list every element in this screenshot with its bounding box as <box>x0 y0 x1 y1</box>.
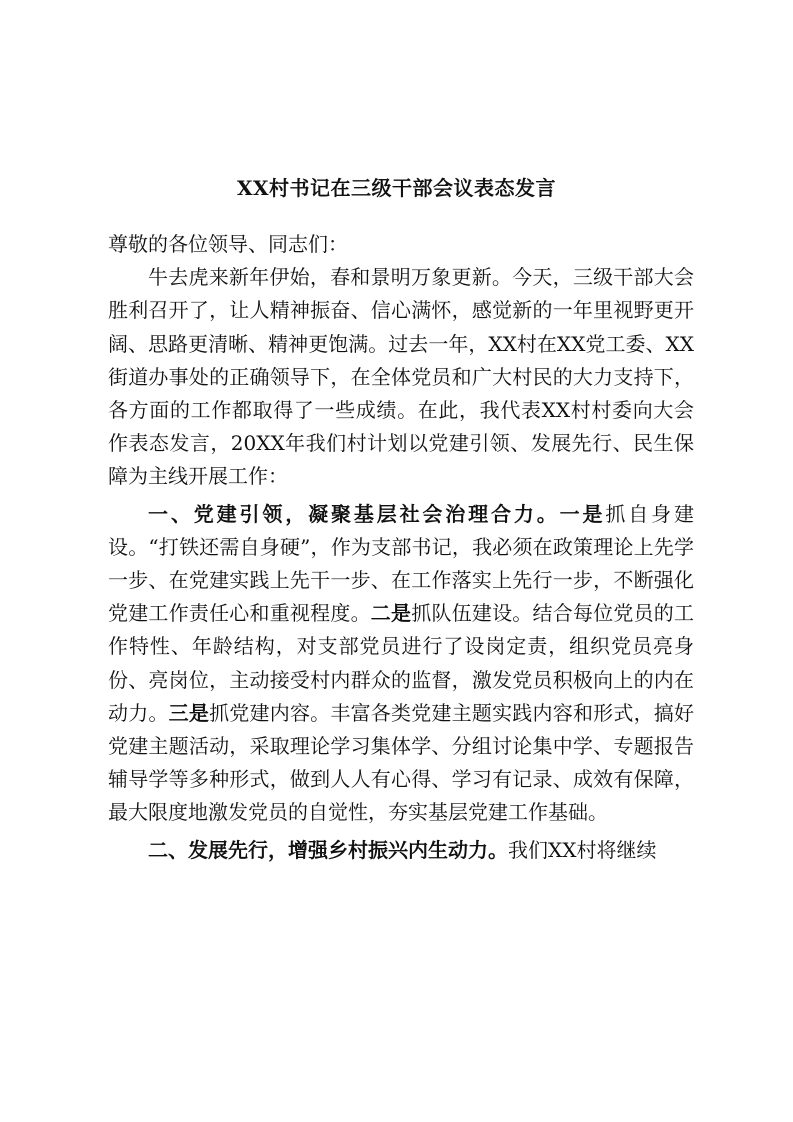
section-1-text-1: 抓自身建设。“打铁还需自身硬”，作为支部书记，我必须在政策理论上先学一步、在党建实践上先干一步、在工作落实上先行一步，不断强化党建工作责任心和重视程度。 <box>108 501 695 626</box>
section-1-marker-2: 二是 <box>370 601 412 626</box>
section-2-paragraph <box>108 834 694 867</box>
salutation: 尊敬的各位领导、同志们： <box>108 232 348 256</box>
section-1-marker-3: 三是 <box>168 700 210 725</box>
section-2-heading: 二、发展先行，增强乡村振兴内生动力。 <box>148 837 508 862</box>
section-1-text-3: 抓党建内容。丰富各类党建主题实践内容和形式，搞好党建主题活动，采取理论学习集体学、分组讨论集中学、专题报告辅导学等多种形式，做到人人有心得、学习有记录、成效有保障，最大限度地激发党员的自觉性，夯实基层党建工作基础。 <box>108 700 695 825</box>
section-1-heading: 一、党建引领，凝聚基层社会治理合力。 <box>148 501 560 526</box>
section-2-text: 我们XX村将继续 <box>508 837 657 862</box>
document-body <box>108 228 694 867</box>
section-1-marker-1: 一是 <box>559 501 606 526</box>
section-1-text-2: 抓队伍建设。结合每位党员的工作特性、年龄结构，对支部党员进行了设岗定责，组织党员亮身份、亮岗位，主动接受村内群众的监督，激发党员积极向上的内在动力。 <box>108 601 695 725</box>
document-title: XX村书记在三级干部会议表态发言 <box>236 176 557 200</box>
intro-paragraph: 牛去虎来新年伊始，春和景明万象更新。今天，三级干部大会胜利召开了，让人精神振奋、信心满怀，感觉新的一年里视野更开阔、思路更清晰、精神更饱满。过去一年，XX村在XX党工委、XX街道办事处的正确领导下，在全体党员和广大村民的大力支持下，各方面的工作都取得了一些成绩。在此，我代表XX村村委向大会作表态发言，20XX年我们村计划以党建引领、发展先行、民生保障为主线开展工作： <box>108 265 694 489</box>
section-1-paragraph <box>108 498 694 830</box>
